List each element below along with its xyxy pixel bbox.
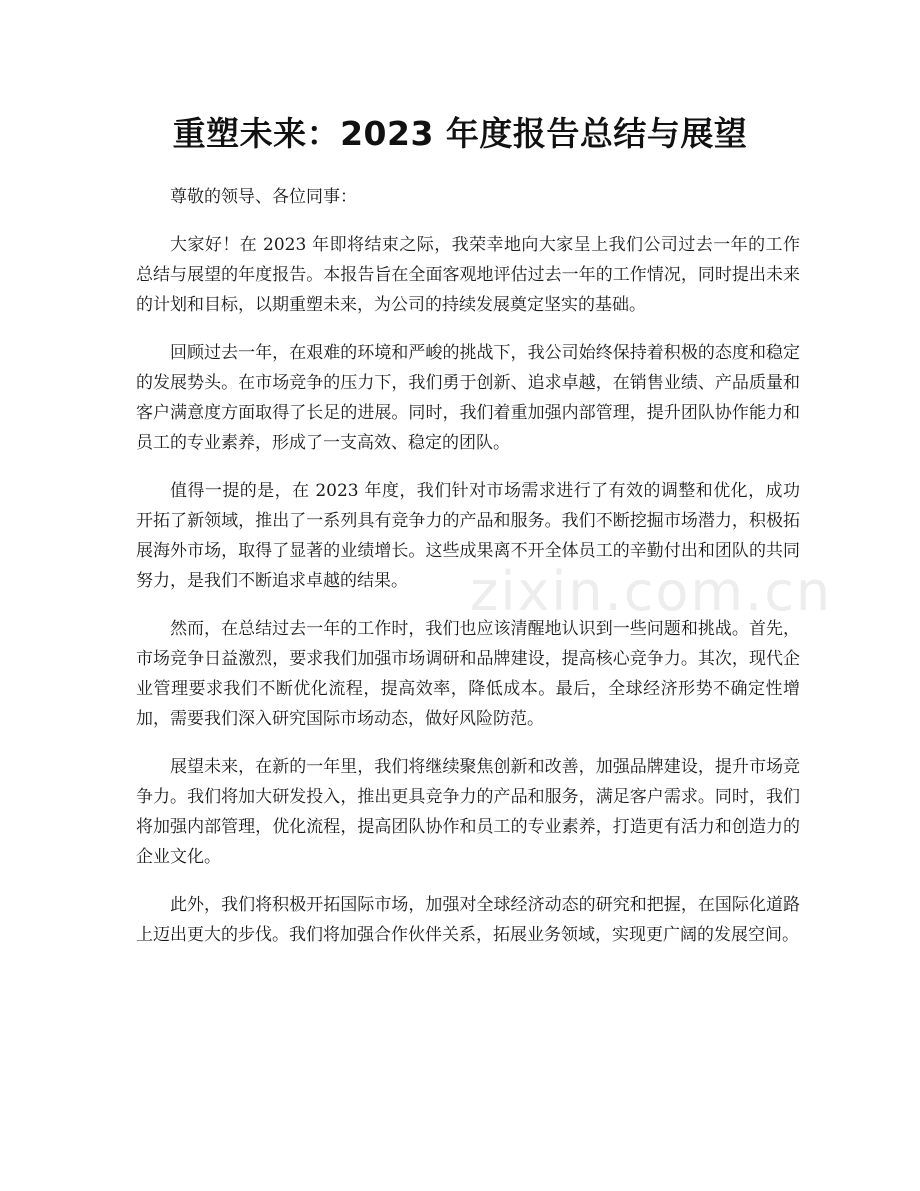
paragraph-international: 此外，我们将积极开拓国际市场，加强对全球经济动态的研究和把握，在国际化道路上迈出更大的步伐。我们将加强合作伙伴关系，拓展业务领域，实现更广阔的发展空间。 — [136, 895, 800, 945]
document-title: 重塑未来：2023 年度报告总结与展望 — [172, 114, 748, 153]
paragraph-challenges: 然而，在总结过去一年的工作时，我们也应该清醒地认识到一些问题和挑战。首先，市场竞争日益激烈，要求我们加强市场调研和品牌建设，提高核心竞争力。其次，现代企业管理要求我们不断优化流程，提高效率，降低成本。最后，全球经济形势不确定性增加，需要我们深入研究国际市场动态，做好风险防范。 — [136, 619, 800, 729]
paragraph-achievements: 值得一提的是，在 2023 年度，我们针对市场需求进行了有效的调整和优化，成功开拓了新领域，推出了一系列具有竞争力的产品和服务。我们不断挖掘市场潜力，积极拓展海外市场，取得了显著的业绩增长。这些成果离不开全体员工的辛勤付出和团队的共同努力，是我们不断追求卓越的结果。 — [136, 481, 800, 591]
document-body — [136, 182, 800, 968]
greeting-line: 尊敬的领导、各位同事： — [170, 187, 357, 207]
watermark-text: zixin.com.cn — [470, 560, 833, 623]
paragraph-intro: 大家好！在 2023 年即将结束之际，我荣幸地向大家呈上我们公司过去一年的工作总结与展望的年度报告。本报告旨在全面客观地评估过去一年的工作情况，同时提出未来的计划和目标，以期重塑未来，为公司的持续发展奠定坚实的基础。 — [136, 235, 800, 315]
paragraph-outlook: 展望未来，在新的一年里，我们将继续聚焦创新和改善，加强品牌建设，提升市场竞争力。我们将加大研发投入，推出更具竞争力的产品和服务，满足客户需求。同时，我们将加强内部管理，优化流程，提高团队协作和员工的专业素养，打造更有活力和创造力的企业文化。 — [136, 757, 800, 867]
paragraph-review: 回顾过去一年，在艰难的环境和严峻的挑战下，我公司始终保持着积极的态度和稳定的发展势头。在市场竞争的压力下，我们勇于创新、追求卓越，在销售业绩、产品质量和客户满意度方面取得了长足的进展。同时，我们着重加强内部管理，提升团队协作能力和员工的专业素养，形成了一支高效、稳定的团队。 — [136, 343, 800, 453]
